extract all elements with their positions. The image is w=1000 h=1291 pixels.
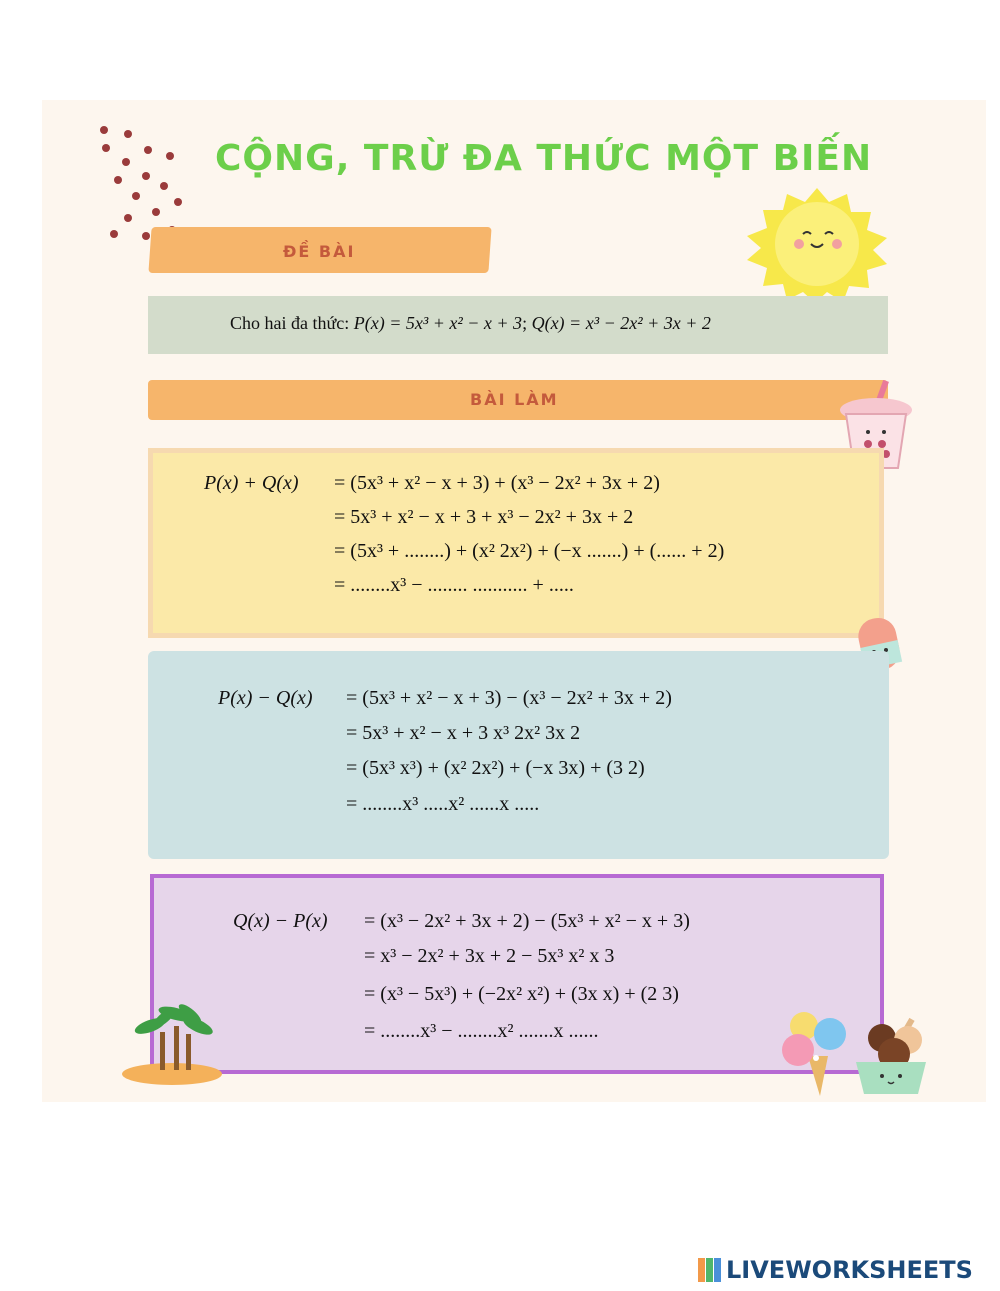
sum-lhs: P(x) + Q(x) xyxy=(204,472,299,494)
sun-icon xyxy=(745,188,890,303)
brand-name: LIVEWORKSHEETS xyxy=(726,1256,973,1284)
ice-cream-icon xyxy=(776,1012,858,1096)
liveworksheets-logo-icon xyxy=(698,1258,722,1282)
p-definition: P(x) = 5x³ + x² − x + 3 xyxy=(353,313,523,333)
sum-line-2: = 5x³ + x² − x + 3 + x³ − 2x² + 3x + 2 xyxy=(334,506,634,528)
diff-line-3: = (5x³ x³) + (x² 2x²) + (−x 3x) + (3 2) xyxy=(346,757,645,779)
palm-island-icon xyxy=(120,998,226,1086)
difference-box xyxy=(148,651,889,859)
diff-line-1: = (5x³ + x² − x + 3) − (x³ − 2x² + 3x + 2) xyxy=(346,687,672,709)
reverse-difference-box xyxy=(150,874,884,1074)
footer-brand xyxy=(698,1256,973,1284)
ice-cream-cup-icon xyxy=(850,1016,932,1096)
rdiff-line-4: = ........x³ − ........x² .......x ...... xyxy=(364,1020,599,1042)
diff-lhs: P(x) − Q(x) xyxy=(218,687,313,709)
sum-line-3: = (5x³ + ........) + (x² 2x²) + (−x .......) + (...... + 2) xyxy=(334,540,725,562)
rdiff-line-2: = x³ − 2x² + 3x + 2 − 5x³ x² x 3 xyxy=(364,945,615,967)
statement-prefix: Cho hai đa thức: xyxy=(230,313,350,333)
sum-line-1: = (5x³ + x² − x + 3) + (x³ − 2x² + 3x + 2) xyxy=(334,472,660,494)
diff-line-4: = ........x³ .....x² ......x ..... xyxy=(346,793,540,815)
de-bai-label: ĐỀ BÀI xyxy=(283,242,356,261)
diff-line-2: = 5x³ + x² − x + 3 x³ 2x² 3x 2 xyxy=(346,722,581,744)
statement-text xyxy=(230,313,711,334)
sum-line-4: = ........x³ − ........ ........... + ..... xyxy=(334,574,574,596)
rdiff-lhs: Q(x) − P(x) xyxy=(233,910,328,932)
statement-separator: ; xyxy=(522,313,528,333)
bai-lam-label: BÀI LÀM xyxy=(470,390,559,409)
rdiff-line-3: = (x³ − 5x³) + (−2x² x²) + (3x x) + (2 3) xyxy=(364,983,679,1005)
rdiff-line-1: = (x³ − 2x² + 3x + 2) − (5x³ + x² − x + 3) xyxy=(364,910,690,932)
q-definition: Q(x) = x³ − 2x² + 3x + 2 xyxy=(531,313,711,333)
page-title: CỘNG, TRỪ ĐA THỨC MỘT BIẾN xyxy=(215,138,873,179)
